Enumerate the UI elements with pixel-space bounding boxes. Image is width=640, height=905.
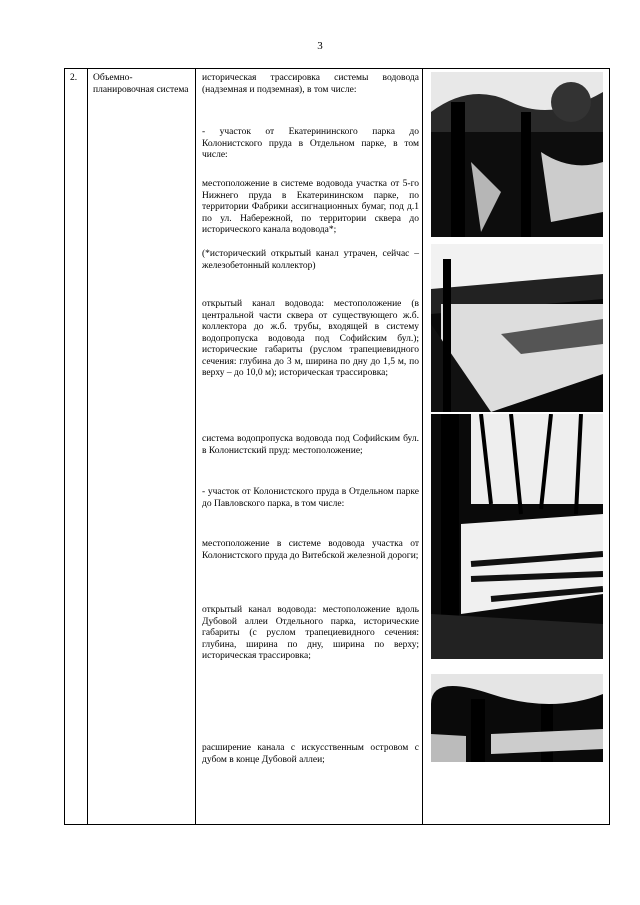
oak-trees-photo	[431, 674, 603, 762]
row-number: 2.	[70, 73, 78, 83]
column-divider	[195, 69, 196, 824]
paragraph-1: историческая трассировка системы водовода (надземная и подземная), в том числе:	[202, 73, 419, 95]
park-shadows-photo	[431, 414, 603, 659]
content-table	[64, 68, 610, 825]
row-name: Объемно-планировочная система	[93, 73, 189, 95]
paragraph-8: местоположение в системе водовода участка от Колонистского пруда до Витебской железной дороги;	[202, 539, 419, 561]
paragraph-10: расширение канала с искусственным островом с дубом в конце Дубовой аллеи;	[202, 743, 419, 765]
paragraph-9: открытый канал водовода: местоположение вдоль Дубовой аллеи Отдельного парка, исторические габариты (с руслом трапециевидного сечения: глубина, ширина по дну, ширина по верху; историческая трассировка;	[202, 605, 419, 661]
paragraph-3: местоположение в системе водовода участка от 5-го Нижнего пруда в Екатерининском парке, по территории Фабрики ассигнационных бумаг, под д.1 по ул. Набережной, по территории сквера до исторического канала водовода*;	[202, 179, 419, 235]
trees-photo	[431, 72, 603, 237]
page-number: 3	[317, 40, 323, 52]
paragraph-4: (*исторический открытый канал утрачен, сейчас – железобетонный коллектор)	[202, 249, 419, 271]
paragraph-7: - участок от Колонистского пруда в Отдельном парке до Павловского парка, в том числе:	[202, 487, 419, 509]
canal-field-photo	[431, 244, 603, 412]
paragraph-6: система водопропуска водовода под Софийским бул. в Колонистский пруд: местоположение;	[202, 434, 419, 456]
column-divider	[87, 69, 88, 824]
paragraph-2: - участок от Екатерининского парка до Колонистского пруда в Отдельном парке, в том числе:	[202, 127, 419, 160]
paragraph-5: открытый канал водовода: местоположение (в центральной части сквера от существующего ж.б. коллектора до ж.б. трубы, входящей в систему водопропуска водовода под Софийским бул.); исторические габариты (руслом трапециевидного сечения: глубина до 3 м, ширина по дну до 1,5 м, по верху – до 10,0 м); историческая трассировка;	[202, 299, 419, 378]
column-divider	[422, 69, 423, 824]
